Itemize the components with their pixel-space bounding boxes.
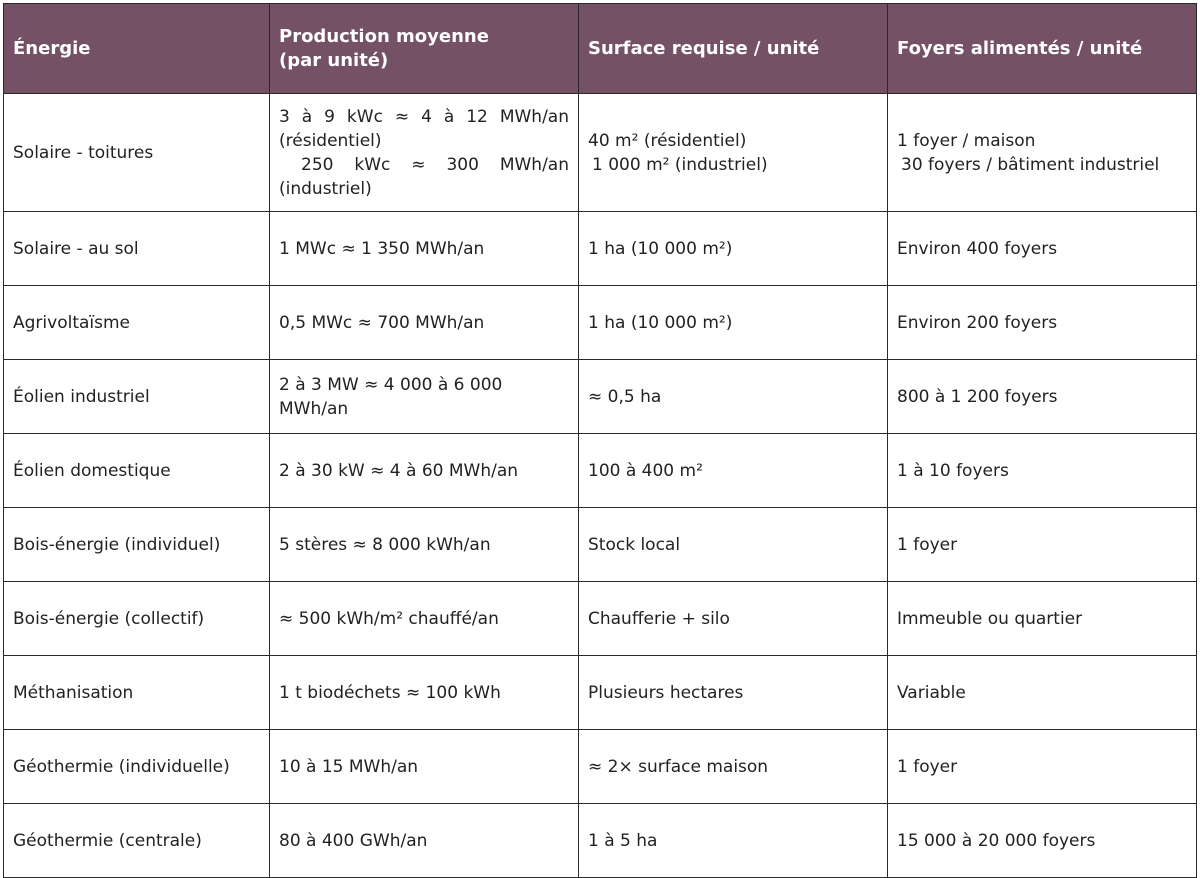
cell-foyers: 1 foyer: [888, 730, 1197, 804]
cell-energie: Géothermie (centrale): [4, 804, 270, 878]
cell-foyers: Immeuble ou quartier: [888, 582, 1197, 656]
table-row: [4, 730, 1197, 804]
cell-surface: 1 à 5 ha: [579, 804, 888, 878]
cell-foyers: 15 000 à 20 000 foyers: [888, 804, 1197, 878]
cell-surface: ≈ 0,5 ha: [579, 360, 888, 434]
production-line-2b: (industriel): [279, 178, 372, 199]
cell-production: 0,5 MWc ≈ 700 MWh/an: [270, 286, 579, 360]
surface-line-2: 1 000 m² (industriel): [592, 154, 768, 175]
cell-energie: Éolien domestique: [4, 434, 270, 508]
surface-line-1: 40 m² (résidentiel): [588, 130, 747, 151]
cell-energie: Solaire - au sol: [4, 212, 270, 286]
table-row: [4, 94, 1197, 212]
cell-production: 2 à 30 kW ≈ 4 à 60 MWh/an: [270, 434, 579, 508]
cell-production: 1 MWc ≈ 1 350 MWh/an: [270, 212, 579, 286]
production-line-1a: 3 à 9 kWc ≈ 4 à 12 MWh/an: [279, 106, 569, 127]
header-production-label: Production moyenne (par unité): [279, 25, 489, 71]
cell-energie: Géothermie (individuelle): [4, 730, 270, 804]
table-row: [4, 434, 1197, 508]
table-header: [4, 4, 1197, 94]
table-body: [4, 94, 1197, 878]
table-row: [4, 582, 1197, 656]
cell-foyers: Environ 200 foyers: [888, 286, 1197, 360]
header-surface: Surface requise / unité: [579, 4, 888, 94]
cell-surface: [579, 94, 888, 212]
header-row: [4, 4, 1197, 94]
table-row: [4, 212, 1197, 286]
cell-surface: 100 à 400 m²: [579, 434, 888, 508]
cell-production: 5 stères ≈ 8 000 kWh/an: [270, 508, 579, 582]
cell-surface: 1 ha (10 000 m²): [579, 212, 888, 286]
cell-energie: Bois-énergie (collectif): [4, 582, 270, 656]
table-row: [4, 656, 1197, 730]
cell-production: 2 à 3 MW ≈ 4 000 à 6 000 MWh/an: [270, 360, 579, 434]
cell-surface: ≈ 2× surface maison: [579, 730, 888, 804]
cell-surface: Stock local: [579, 508, 888, 582]
production-line-1b: (résidentiel): [279, 130, 382, 151]
table-row: [4, 286, 1197, 360]
foyers-line-1: 1 foyer / maison: [897, 130, 1036, 151]
cell-surface: Chaufferie + silo: [579, 582, 888, 656]
cell-foyers: 800 à 1 200 foyers: [888, 360, 1197, 434]
cell-foyers: [888, 94, 1197, 212]
cell-production: 80 à 400 GWh/an: [270, 804, 579, 878]
cell-production: ≈ 500 kWh/m² chauffé/an: [270, 582, 579, 656]
cell-production: 1 t biodéchets ≈ 100 kWh: [270, 656, 579, 730]
cell-foyers: Variable: [888, 656, 1197, 730]
production-line-2a: 250 kWc ≈ 300 MWh/an: [301, 154, 569, 175]
header-production: [270, 4, 579, 94]
cell-production: 10 à 15 MWh/an: [270, 730, 579, 804]
table-row: [4, 508, 1197, 582]
cell-surface: 1 ha (10 000 m²): [579, 286, 888, 360]
header-energie: Énergie: [4, 4, 270, 94]
table-row: [4, 360, 1197, 434]
cell-foyers: 1 foyer: [888, 508, 1197, 582]
cell-energie: Méthanisation: [4, 656, 270, 730]
cell-surface: Plusieurs hectares: [579, 656, 888, 730]
header-foyers: Foyers alimentés / unité: [888, 4, 1197, 94]
cell-energie: Agrivoltaïsme: [4, 286, 270, 360]
table-row: [4, 804, 1197, 878]
cell-energie: Solaire - toitures: [4, 94, 270, 212]
foyers-line-2: 30 foyers / bâtiment industriel: [901, 154, 1160, 175]
cell-energie: Bois-énergie (individuel): [4, 508, 270, 582]
cell-foyers: Environ 400 foyers: [888, 212, 1197, 286]
energy-table: [3, 3, 1197, 878]
cell-production: [270, 94, 579, 212]
cell-foyers: 1 à 10 foyers: [888, 434, 1197, 508]
cell-energie: Éolien industriel: [4, 360, 270, 434]
